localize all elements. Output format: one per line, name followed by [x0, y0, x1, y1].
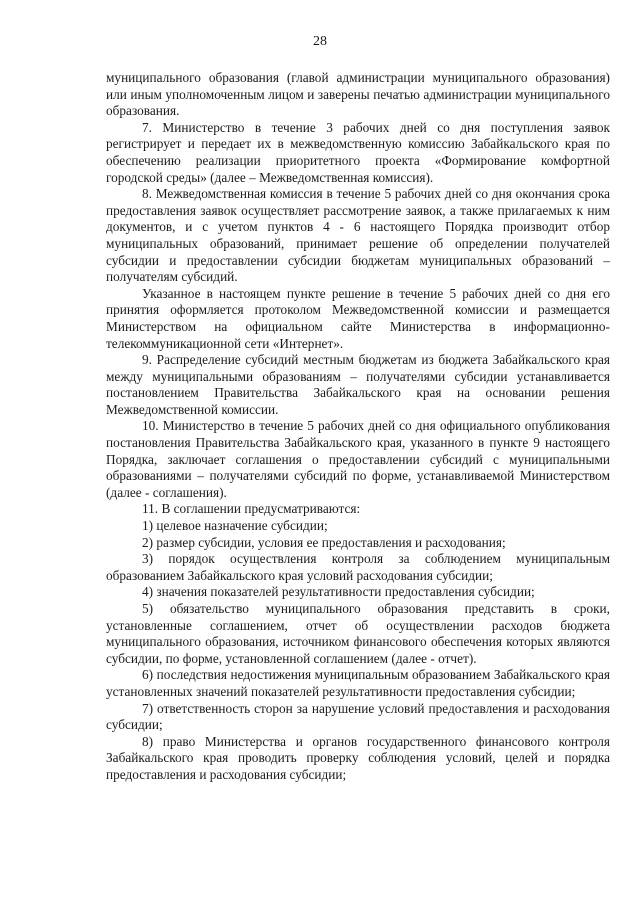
list-item-6: 6) последствия недостижения муниципальным образованием Забайкальского края установленных значений показателей результативности предоставления субсидии;: [106, 667, 610, 699]
list-item-8: 8) право Министерства и органов государственного финансового контроля Забайкальского края проводить проверку соблюдения условий, целей и порядка предоставления и расходования субсидии;: [106, 733, 610, 782]
list-item-5: 5) обязательство муниципального образования представить в сроки, установленные соглашением, отчет об осуществлении расходов бюджета муниципального образования, источником финансового обеспечения которых являются субсидии, по форме, установленной соглашением (далее - отчет).: [106, 601, 610, 666]
paragraph-8-decision: Указанное в настоящем пункте решение в течение 5 рабочих дней со дня его принятия оформляется протоколом Межведомственной комиссии и размещается Министерством на официальном сайте Министерства в информационно-телекоммуникационной сети «Интернет».: [106, 285, 610, 351]
paragraph-7: 7. Министерство в течение 3 рабочих дней со дня поступления заявок регистрирует и передает их в межведомственную комиссию Забайкальского края по обеспечению реализации приоритетного проекта «Формирование комфортной городской среды» (далее – Межведомственная комиссия).: [106, 119, 610, 185]
paragraph-9: 9. Распределение субсидий местным бюджетам из бюджета Забайкальского края между муниципальными образованиям – получателями субсидии устанавливается постановлением Правительства Забайкальского края на основании решения Межведомственной комиссии.: [106, 352, 610, 417]
document-body: [106, 70, 610, 784]
list-item-1: 1) целевое назначение субсидии;: [142, 518, 328, 534]
list-item-4: 4) значения показателей результативности предоставления субсидии;: [142, 584, 535, 600]
list-item-3: 3) порядок осуществления контроля за соблюдением муниципальным образованием Забайкальского края условий расходования субсидии;: [106, 551, 610, 583]
page-number: 28: [313, 34, 327, 49]
paragraph-11: 11. В соглашении предусматриваются:: [142, 501, 361, 517]
list-item-7: 7) ответственность сторон за нарушение условий предоставления и расходования субсидии;: [106, 700, 610, 733]
paragraph-10: 10. Министерство в течение 5 рабочих дней со дня официального опубликования постановления Правительства Забайкальского края, указанного в пункте 9 настоящего Порядка, заключает соглашения о предоставлении субсидий с муниципальными образованиями – получателями субсидий по форме, устанавливаемой Министерством (далее - соглашения).: [106, 418, 610, 500]
list-item-2: 2) размер субсидии, условия ее предоставления и расходования;: [142, 534, 506, 550]
paragraph-continuation: муниципального образования (главой администрации муниципального образования) или иным уполномоченным лицом и заверены печатью администрации муниципального образования.: [106, 70, 610, 119]
paragraph-8: 8. Межведомственная комиссия в течение 5 рабочих дней со дня окончания срока предоставления заявок осуществляет рассмотрение заявок, а также прилагаемых к ним документов, и с учетом пунктов 4 - 6 настоящего Порядка производит отбор муниципальных образований, принимает решение об определении получателей субсидии и предоставлении субсидии бюджетам муниципальных образований – получателям субсидий.: [106, 186, 610, 285]
